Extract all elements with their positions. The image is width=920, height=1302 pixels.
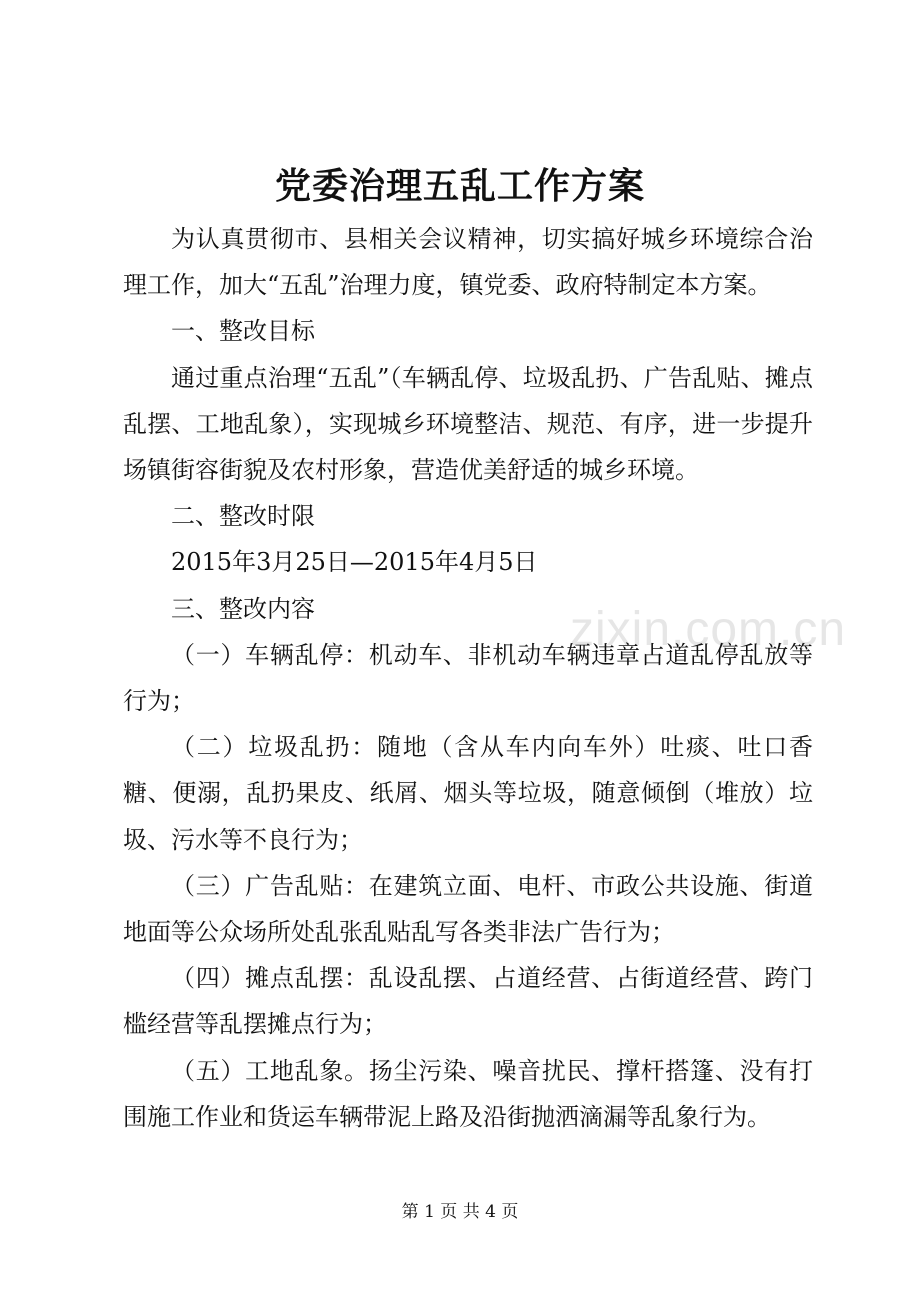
watermark: zixin.com.cn <box>570 603 847 656</box>
content-item-stalls: （四）摊点乱摆：乱设乱摆、占道经营、占街道经营、跨门槛经营等乱摆摊点行为； <box>123 964 813 1039</box>
timeline-paragraph: 2015年3月25日—2015年4月5日 <box>171 548 538 577</box>
intro-paragraph: 为认真贯彻市、县相关会议精神，切实搞好城乡环境综合治理工作，加大“五乱”治理力度，镇党委、政府特制定本方案。 <box>123 225 813 300</box>
document-body <box>123 216 813 1140</box>
document-title: 党委治理五乱工作方案 <box>274 165 645 207</box>
content-item-vehicles: （一）车辆乱停：机动车、非机动车辆违章占道乱停乱放等行为； <box>123 640 813 716</box>
content-item-construction: （五）工地乱象。扬尘污染、噪音扰民、撑杆搭篷、没有打围施工作业和货运车辆带泥上路及沿街抛洒滴漏等乱象行为。 <box>123 1056 813 1131</box>
content-item-ads: （三）广告乱贴：在建筑立面、电杆、市政公共设施、街道地面等公众场所处乱张乱贴乱写各类非法广告行为； <box>123 871 813 947</box>
page-footer: 第 1 页 共 4 页 <box>401 1202 519 1222</box>
section-heading-timeline: 二、整改时限 <box>171 502 315 531</box>
content-item-litter: （二）垃圾乱扔：随地（含从车内向车外）吐痰、吐口香糖、便溺，乱扔果皮、纸屑、烟头等垃圾，随意倾倒（堆放）垃圾、污水等不良行为； <box>123 733 813 854</box>
section-heading-goals: 一、整改目标 <box>171 317 315 346</box>
section-heading-content: 三、整改内容 <box>171 594 315 623</box>
goals-paragraph: 通过重点治理“五乱”（车辆乱停、垃圾乱扔、广告乱贴、摊点乱摆、工地乱象），实现城乡环境整洁、规范、有序，进一步提升场镇街容街貌及农村形象，营造优美舒适的城乡环境。 <box>123 363 813 485</box>
